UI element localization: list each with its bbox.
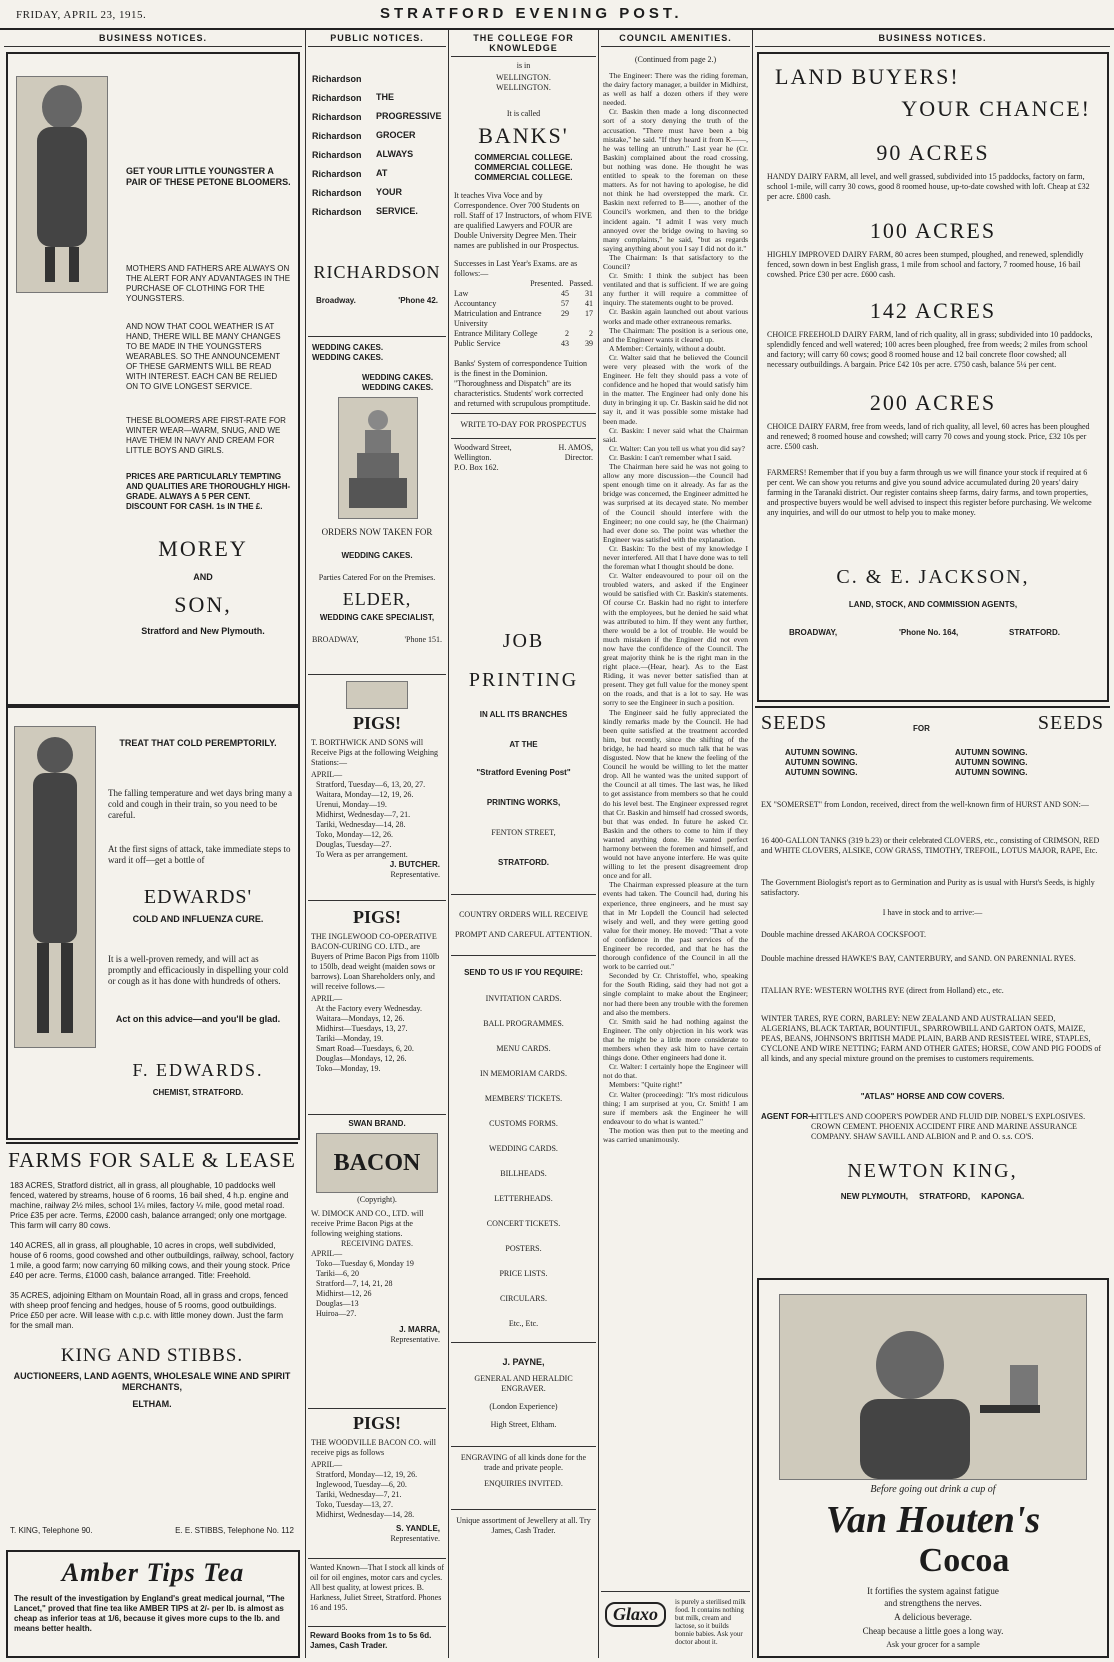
cocoa-line-1: It fortifies the system against fatigue: [867, 1586, 999, 1596]
pigs-row: Smart Road—Tuesdays, 6, 20.: [316, 1044, 414, 1053]
farm-listing-35: 35 ACRES, adjoining Eltham on Mountain Road, all in grass and crops, fenced with sheep proof fencing and hedges, house of 5 rooms, good outbuildings. Price £50 per acre. Will lease with c.p.c. with little money down. Just the farm for the small man.: [10, 1291, 288, 1330]
pigs-inglewood-ad: [308, 900, 446, 1111]
richardson-phone: 'Phone 42.: [398, 296, 438, 305]
swan-row: Toko—Tuesday 6, Monday 19: [316, 1259, 414, 1268]
pigs-month: APRIL—: [311, 770, 343, 779]
council-paragraph: The motion was then put to the meeting and was carried unanimously.: [603, 1125, 748, 1144]
swan-sign: J. MARRA,: [399, 1325, 440, 1334]
results-value: 39: [585, 339, 593, 348]
results-value: 43: [561, 339, 569, 348]
wedding-heading: WEDDING CAKES.: [362, 373, 434, 382]
seeds-p3: The Government Biologist's report as to Germination and Purity as is usual with Hurst's Seeds, is highly satisfactory.: [761, 878, 1095, 897]
pigs-borthwick-ad: [308, 674, 446, 893]
council-paragraph: The Chairman here said he was not going to allow any more discussion—the Council had spent enough time on it already. As far as the bridge was concerned, the Engineer admitted he was surprised at its decayed state. No member of the Council should interfere with the Engineer; no one could say, he (the Chairman) had ever done so. The point was whether the Engineer was satisfied with the explanation.: [603, 462, 748, 544]
acres-200-text: CHOICE DAIRY FARM, free from weeds, land of rich quality, all level, 60 acres has been ploughed and renewed; 8 roomed house and cowshed; will carry 70 cows and young stock. Price, £32 10s per acre. £500 cash.: [767, 422, 1090, 451]
autumn-sowing: AUTUMN SOWING.: [785, 768, 858, 777]
column-header: THE COLLEGE FOR KNOWLEDGE: [451, 30, 596, 57]
results-value: 2: [589, 329, 593, 338]
council-paragraph: The Chairman: Is that satisfactory to the Council?: [603, 252, 748, 271]
pigs-title: PIGS!: [352, 1413, 401, 1433]
column-rule: [448, 30, 449, 1658]
college-is-in: is in: [516, 61, 531, 70]
cocoa-line-4: Cheap because a little goes a long way.: [862, 1626, 1004, 1636]
column-header: BUSINESS NOTICES.: [755, 30, 1110, 47]
acres-100-text: HIGHLY IMPROVED DAIRY FARM, 80 acres been stumped, ploughed, and renewed, splendidly fenced, sown down in best English grass, 1 mile from school and factory, 7 roomed house, 16 bail cowshed. Price £30 per acre. £600 cash.: [767, 250, 1084, 279]
pigs-row: Waitara—Mondays, 12, 26.: [316, 1014, 405, 1023]
column-4: [601, 30, 750, 1660]
amber-tips-title: Amber Tips Tea: [61, 1558, 245, 1587]
acres-100: 100 ACRES: [869, 218, 997, 243]
job-item: INVITATION CARDS.: [485, 994, 562, 1003]
seeds-title: SEEDS: [761, 712, 828, 734]
council-paragraph: Cr. Walter (proceeding): "It's most ridiculous thing; I am surprised at you, Cr. Smith! I am sure if members ask the Engineer he will endeavour to do what is wanted.": [603, 1089, 748, 1126]
farms-tel-stibbs: E. E. STIBBS, Telephone No. 112: [175, 1526, 294, 1535]
swan-row: Tariki—6, 20: [316, 1269, 359, 1278]
elder-sub: WEDDING CAKE SPECIALIST,: [319, 613, 435, 622]
farms-firm: KING AND STIBBS.: [60, 1345, 244, 1366]
pigs-month: APRIL—: [311, 1460, 343, 1469]
pigs-row: Stratford, Tuesday—6, 13, 20, 27.: [316, 780, 426, 789]
job-title-2: PRINTING: [468, 669, 579, 691]
elder-orders-2: WEDDING CAKES.: [341, 551, 413, 560]
seeds-p4: I have in stock and to arrive:—: [882, 908, 983, 917]
amber-tips-ad: [6, 1550, 300, 1658]
elder-orders: ORDERS NOW TAKEN FOR: [321, 527, 433, 537]
glaxo-text: is purely a sterilised milk food. It contains nothing but milk, cream and lactose, so it builds bonnie babies. Ask your doctor about it.: [675, 1598, 746, 1646]
job-item: CUSTOMS FORMS.: [489, 1119, 558, 1128]
results-table: [451, 289, 596, 349]
seeds-p6: Double machine dressed HAWKE'S BAY, CANTERBURY, and SAND. ON PARENNIAL RYES.: [761, 954, 1076, 963]
council-paragraph: Cr. Baskin then made a long disconnected sort of a story denying the truth of the accusation. "There must have been a big mistake," he said. "If they heard it from K——, he was telling an untruth." Last year he (Cr. Baskin) complained about the road crossing, but nothing was done. He thought he was entitled to speak to the foreman on these matters. As for not having to apologise, he did not think he had overstepped the mark. Cr. Baskin next referred to B——, another of the Council's workmen, and then to the bridge incident again. "I admit I was very much annoyed over the bridge owing to having so many complaints," he said, "but as regards saying anything about you I say I did not do it.": [603, 107, 748, 253]
job-item: MENU CARDS.: [496, 1044, 551, 1053]
council-paragraph: Cr. Walter: I certainly hope the Engineer will not do that.: [603, 1062, 748, 1081]
cocoa-product: Cocoa: [918, 1542, 1010, 1579]
swan-text: W. DIMOCK AND CO., LTD. will receive Prime Bacon Pigs at the following weighing stations.: [311, 1209, 424, 1238]
pigs-row: Inglewood, Tuesday—6, 20.: [316, 1480, 407, 1489]
slogan-word: PROGRESSIVE: [376, 111, 442, 121]
morey-p3: THESE BLOOMERS ARE FIRST-RATE FOR WINTER WEAR—WARM, SNUG, AND WE HAVE THEM IN NAVY AND CREAM FOR LITTLE BOYS AND GIRLS.: [126, 416, 286, 455]
wedding-heading: WEDDING CAKES.: [312, 353, 384, 362]
pigs-text: THE WOODVILLE BACON CO. will receive pigs as follows: [311, 1438, 436, 1457]
pigs-row: Urenui, Monday—19.: [316, 800, 387, 809]
council-paragraph: Cr. Baskin: To the best of my knowledge I never interfered. All that I have done was to tell the foreman what I thought should be done.: [603, 543, 748, 572]
job-paper: "Stratford Evening Post": [476, 768, 571, 777]
newton-king-towns: NEW PLYMOUTH, STRATFORD, KAPONGA.: [840, 1192, 1025, 1201]
council-paragraph: The Chairman: The position is a serious one, and the Engineer wants it cleared up.: [603, 325, 748, 344]
college-p1: It teaches Viva Voce and by Correspondence. Over 700 Students on roll. Staff of 17 Instructors, of whom FIVE are qualified Lawyers and FOUR are Double University Degree Men. Their names are published in our Prospectus.: [454, 191, 592, 250]
results-subject: Public Service: [454, 339, 501, 348]
edwards-ad: [6, 706, 300, 1140]
seeds-agent: LITTLE'S AND COOPER'S POWDER AND FLUID DIP. NOBEL'S EXPLOSIVES. CROWN CEMENT. PHOENIX ACCIDENT FIRE AND MARINE ASSURANCE COMPANY. SHAW SAVILL AND ALBION and P. and O. s.s. CO'S.: [811, 1112, 1086, 1141]
enquiries-invited: ENQUIRIES INVITED.: [484, 1479, 563, 1488]
jackson-title-2: YOUR CHANCE!: [901, 96, 1091, 121]
job-town: STRATFORD.: [498, 858, 549, 867]
job-item: IN MEMORIAM CARDS.: [480, 1069, 567, 1078]
richardson-ad: [308, 52, 446, 322]
job-branches: IN ALL ITS BRANCHES: [479, 710, 568, 719]
jackson-firm: C. & E. JACKSON,: [836, 566, 1030, 588]
payne-exp: (London Experience): [489, 1402, 558, 1411]
pigs-row: Douglas—Mondays, 12, 26.: [316, 1054, 407, 1063]
jewellery-notice: Unique assortment of Jewellery at all. Try James, Cash Trader.: [456, 1516, 591, 1535]
seeds-p9: "ATLAS" HORSE AND COW COVERS.: [860, 1092, 1005, 1101]
job-works: PRINTING WORKS,: [486, 798, 561, 807]
edwards-p3: It is a well-proven remedy, and will act as promptly and efficaciously in dispelling your cold or cough as it has done with hundreds of others.: [108, 954, 289, 986]
elder-ad: [308, 336, 446, 667]
pigs-title: PIGS!: [352, 907, 401, 927]
results-value: 41: [585, 299, 593, 308]
morey-son: SON,: [174, 592, 232, 617]
richardson-repeat: Richardson: [312, 131, 362, 141]
acres-200: 200 ACRES: [869, 390, 997, 415]
pigs-row: Tariki, Wednesday—14, 28.: [316, 820, 406, 829]
swan-month: APRIL—: [311, 1249, 343, 1258]
pigs-text: T. BORTHWICK AND SONS will Receive Pigs at the following Weighing Stations:—: [311, 738, 438, 767]
van-houtens-cocoa-ad: [757, 1278, 1109, 1658]
results-value: 17: [585, 309, 593, 318]
farm-listing-140: 140 ACRES, all in grass, all ploughable, 10 acres in crops, well subdivided, house of 6 rooms, good cowshed and other outbuildings, railway, school, factory 1 mile, a good farm; now carrying 60 milking cows, and their young stock. Price £40 per acre. Terms, £1000 cash, balance arranged. Title: Freehold.: [10, 1241, 294, 1280]
masthead: [0, 0, 1114, 30]
richardson-repeat: Richardson: [312, 207, 362, 217]
college-town-2: WELLINGTON.: [496, 83, 551, 92]
payne-addr: High Street, Eltham.: [490, 1420, 557, 1429]
swan-copyright: (Copyright).: [357, 1195, 397, 1204]
column-3: [451, 30, 596, 1660]
council-paragraph: Cr. Smith: I think the subject has been ventilated and that is sufficient. If we are going any further it will require a committee of inquiry. The statements ought to be proved.: [603, 271, 748, 308]
column-rule: [752, 30, 753, 1658]
acres-90: 90 ACRES: [876, 140, 990, 165]
college-write: WRITE TO-DAY FOR PROSPECTUS: [460, 420, 587, 429]
job-item: BILLHEADS.: [500, 1169, 547, 1178]
college-director: H. AMOS,: [558, 443, 593, 452]
college-p2: Banks' System of correspondence Tuition is the finest in the Dominion. "Thoroughness and Dispatch" are its characteristics. Students' work corrected and returned with scrupulous promptitude.: [454, 359, 591, 408]
cocoa-line-5: Ask your grocer for a sample: [886, 1640, 980, 1649]
council-paragraph: Members: "Quite right!": [609, 1080, 683, 1090]
morey-p4: PRICES ARE PARTICULARLY TEMPTING AND QUALITIES ARE THOROUGHLY HIGH-GRADE. ALWAYS A 5 PER CENT. DISCOUNT FOR CASH. 1s IN THE £.: [126, 472, 291, 511]
richardson-name: RICHARDSON: [313, 262, 441, 282]
farms-tel-king: T. KING, Telephone 90.: [10, 1526, 93, 1535]
farms-ad: [6, 1142, 298, 1542]
council-paragraph: Cr. Baskin: I can't remember what I said.: [609, 452, 732, 462]
richardson-repeat: Richardson: [312, 74, 362, 84]
morey-name: MOREY: [158, 536, 248, 561]
slogan-word: AT: [376, 168, 388, 178]
college-line: COMMERCIAL COLLEGE.: [474, 153, 573, 162]
amber-tips-text: The result of the investigation by England's great medical journal, "The Lancet," proved that fine tea like AMBER TIPS at 2/- per lb. is almost as cheap as inferior teas at 1/6, because it gives more cups to the lb. and means better health.: [14, 1594, 285, 1633]
pigs-sign: S. YANDLE,: [395, 1524, 440, 1533]
jackson-title: LAND BUYERS!: [775, 64, 960, 89]
autumn-sowing: AUTUMN SOWING.: [955, 758, 1028, 767]
column-rule: [598, 30, 599, 1658]
results-row: [454, 309, 593, 329]
jackson-phone: 'Phone No. 164,: [899, 628, 959, 637]
bugler-illustration-icon: [14, 726, 96, 1048]
column-header: COUNCIL AMENITIES.: [601, 30, 750, 47]
pigs-row: Midhirst, Wednesday—7, 21.: [316, 810, 411, 819]
edwards-lead: TREAT THAT COLD PEREMPTORILY.: [119, 738, 277, 748]
seeds-p5: Double machine dressed AKAROA COCKSFOOT.: [761, 930, 926, 939]
jackson-ad: [757, 52, 1109, 702]
swan-dates: RECEIVING DATES.: [341, 1239, 413, 1248]
cocoa-line-3: A delicious beverage.: [894, 1612, 972, 1622]
seeds-p2: 16 400-GALLON TANKS (319 b.23) or their celebrated CLOVERS, etc., consisting of CRIMSON, RED and WHITE CLOVERS, ALSIKE, COW GRASS, TIMOTHY, TREFOIL, LOTUS MAJOR, RAPE, Etc.: [761, 836, 1100, 855]
column-2: [308, 30, 446, 1660]
edwards-product-sub: COLD AND INFLUENZA CURE.: [132, 914, 264, 924]
college-addr: Woodward Street,: [454, 443, 512, 452]
richardson-repeat: Richardson: [312, 150, 362, 160]
slogan-word: SERVICE.: [376, 206, 418, 216]
morey-p2: AND NOW THAT COOL WEATHER IS AT HAND, THERE WILL BE MANY CHANGES TO BE MADE IN THE YOUNGSTERS WEARABLES. SO THE ANNOUNCEMENT OF THESE GARMENTS WILL BE READ WITH INTEREST. EACH CAN BE RELIED ON TO GIVE LONGEST SERVICE.: [126, 322, 281, 391]
council-paragraph: Cr. Walter said that he believed the Council were very pleased with the work of the Engineer. He felt they should pass a vote of confidence and he hoped that would satisfy him in the matter. The Engineer had only done his duty in bringing it up. Cr. Baskin said he did not say it, and it was possible some mistake had been made.: [603, 352, 748, 426]
job-item: MEMBERS' TICKETS.: [484, 1094, 563, 1103]
slogan-word: ALWAYS: [376, 149, 414, 159]
pigs-row: Tariki, Wednesday—7, 21.: [316, 1490, 402, 1499]
pigs-row: Midhirst, Wednesday—14, 28.: [316, 1510, 415, 1519]
job-item: PRICE LISTS.: [499, 1269, 548, 1278]
job-country: COUNTRY ORDERS WILL RECEIVE PROMPT AND CAREFUL ATTENTION.: [455, 910, 592, 939]
column-header: BUSINESS NOTICES.: [4, 30, 302, 47]
council-paragraph: The Chairman expressed pleasure at the turn events had taken. The Council had, during his experience, three engineers, and he must say that in Mr Lopdell the Council had selected wisely and well, and they were getting good value for their money. He moved: "That a vote of confidence in the past services of the Engineer be recorded, and that he has the thorough confidence of the Council in all the work to be carried out.": [603, 880, 748, 972]
seeds-for: FOR: [913, 724, 930, 733]
seeds-p1: EX "SOMERSET" from London, received, direct from the well-known firm of HURST AND SON:—: [761, 800, 1089, 809]
college-town: WELLINGTON.: [496, 73, 551, 82]
results-row: [454, 339, 593, 349]
slogan-word: YOUR: [376, 187, 403, 197]
edwards-sub: CHEMIST, STRATFORD.: [152, 1088, 244, 1097]
job-item: CIRCULARS.: [500, 1294, 547, 1303]
results-row: [454, 329, 593, 339]
seeds-p8: WINTER TARES, RYE CORN, BARLEY: NEW ZEALAND AND AUSTRALIAN SEED, ALGERIANS, BLACK TARTAR, BOUNTIFUL, SPARROWBILL AND GARTON OATS, MAIZE, PEAS, BEANS, JOHNSON'S BRITISH MADE PLAIN, BARB AND RESISTEEL WIRE, STAPLES, CYCLONE AND WIRE NETTING; FARM AND OTHER GATES; HORSE, COW AND PIG FOODS of all kinds, and any special mixture ground on the premises to customers requirements.: [761, 1014, 1102, 1063]
morey-and: AND: [193, 572, 213, 582]
pigs-row: Toko, Monday—12, 26.: [316, 830, 393, 839]
bacon-pig-icon: BACON: [316, 1133, 438, 1193]
morey-place: Stratford and New Plymouth.: [141, 626, 265, 636]
richardson-repeat: Richardson: [312, 169, 362, 179]
issue-date: FRIDAY, APRIL 23, 1915.: [16, 9, 147, 21]
seeds-p7: ITALIAN RYE: WESTERN WOLTHS RYE (direct from Holland) etc., etc.: [761, 986, 1004, 995]
edwards-p1: The falling temperature and wet days bring many a cold and cough in their train, so you need to be careful.: [108, 788, 292, 820]
pigs-month: APRIL—: [311, 994, 343, 1003]
pigs-row: Stratford, Monday—12, 19, 26.: [316, 1470, 418, 1479]
column-header: PUBLIC NOTICES.: [308, 30, 446, 47]
college-director-role: Director.: [564, 453, 593, 462]
council-paragraph: Cr. Smith said he had nothing against the Engineer. The only objection in his work was that he might be a little more considerate to members when they ask him to have certain things done. Other engineers had done it.: [603, 1016, 748, 1063]
autumn-sowing: AUTUMN SOWING.: [785, 758, 858, 767]
swan-row: Douglas—13: [316, 1299, 359, 1308]
results-col-presented: Presented.: [530, 279, 564, 288]
engraving-notice: ENGRAVING of all kinds done for the trade and private people.: [460, 1453, 587, 1472]
swan-brand-ad: [308, 1114, 446, 1405]
elder-name: ELDER,: [342, 589, 412, 609]
results-subject: Matriculation and Entrance University: [454, 309, 542, 328]
pigs-sign-role: Representative.: [390, 1534, 440, 1543]
college-addr: P.O. Box 162.: [454, 463, 499, 472]
newton-king: NEWTON KING,: [847, 1160, 1018, 1182]
cocoa-line-2: and strengthens the nerves.: [884, 1598, 982, 1608]
job-send: SEND TO US IF YOU REQUIRE:: [464, 968, 583, 977]
elder-addr: BROADWAY,: [312, 635, 359, 644]
council-continued: (Continued from page 2.): [634, 55, 717, 64]
jackson-sub: LAND, STOCK, AND COMMISSION AGENTS,: [848, 600, 1018, 609]
gentleman-drinking-icon: [779, 1294, 1087, 1480]
job-item: CONCERT TICKETS.: [486, 1219, 561, 1228]
pigs-sign-role: Representative.: [390, 870, 440, 879]
job-street: FENTON STREET,: [491, 828, 556, 837]
slogan-word: THE: [376, 92, 394, 102]
job-item: LETTERHEADS.: [494, 1194, 553, 1203]
job-item: Etc., Etc.: [508, 1319, 539, 1328]
pigs-row: Midhirst—Tuesdays, 13, 27.: [316, 1024, 408, 1033]
acres-142: 142 ACRES: [869, 298, 997, 323]
edwards-p4: Act on this advice—and you'll be glad.: [115, 1014, 281, 1024]
richardson-repeat: Richardson: [312, 188, 362, 198]
farms-firm-sub: AUCTIONEERS, LAND AGENTS, WHOLESALE WINE AND SPIRIT MERCHANTS,: [13, 1371, 291, 1392]
pigs-title: PIGS!: [352, 713, 401, 733]
job-at-the: AT THE: [509, 740, 538, 749]
council-paragraph: Seconded by Cr. Christoffel, who, speaking for the South Riding, said they had not got a single complaint to make about the Engineer; nor had there been any trouble with the foremen and also the members.: [603, 971, 748, 1017]
edwards-p2: At the first signs of attack, take immediate steps to ward it off—get a bottle of: [108, 844, 291, 865]
elder-parties: Parties Catered For on the Premises.: [318, 573, 436, 582]
autumn-sowing: AUTUMN SOWING.: [785, 748, 858, 757]
council-paragraph: Cr. Baskin again launched out about various works and made other extraneous remarks.: [603, 307, 748, 326]
seeds-ad: [755, 706, 1110, 1268]
job-item: WEDDING CARDS.: [489, 1144, 558, 1153]
college-line: COMMERCIAL COLLEGE.: [474, 173, 573, 182]
results-subject: Accountancy: [454, 299, 497, 308]
jackson-farmers: FARMERS! Remember that if you buy a farm through us we will finance your stock if required at 6 per cent. We can show you returns and give you sound advice accumulated during 20 years' dairy farming in the Taranaki district. Our register contains sheep farms, dairy farms, and town properties, and prospective buyers would be well advised to inspect this register before purchasing. We welcome any inquiries, and will do our utmost to help you to make money.: [767, 468, 1092, 517]
job-items-list: [451, 994, 596, 1328]
edwards-product: EDWARDS': [143, 886, 253, 908]
results-row: [454, 299, 593, 309]
elder-phone: 'Phone 151.: [404, 635, 442, 644]
job-item: BALL PROGRAMMES.: [483, 1019, 564, 1028]
results-col-passed: Passed.: [569, 279, 593, 288]
reward-books-notice: Reward Books from 1s to 5s 6d. James, Cash Trader.: [308, 1626, 446, 1655]
job-item: POSTERS.: [505, 1244, 542, 1253]
acres-90-text: HANDY DAIRY FARM, all level, and well grassed, subdivided into 15 paddocks, factory on farm, school 1-mile, will carry 30 cows, good 8 roomed house, up-to-date cowshed with loft. Cheap at £32 per acre. £800 cash.: [767, 172, 1090, 201]
college-addr: Wellington.: [454, 453, 492, 462]
pigs-row: To Wera as per arrangement.: [316, 850, 408, 859]
cocoa-before: Before going out drink a cup of: [870, 1484, 996, 1495]
wedding-heading: WEDDING CAKES.: [362, 383, 434, 392]
autumn-sowing: AUTUMN SOWING.: [955, 748, 1028, 757]
seeds-title-2: SEEDS: [1037, 712, 1104, 734]
pigs-text: THE INGLEWOOD CO-OPERATIVE BACON-CURING CO. LTD., are Buyers of Prime Bacon Pigs from 110lb to 150lb, dead weight (maiden sows or barrows). Loan Shareholders only, and will receive follows.—: [311, 932, 440, 991]
cocoa-brand: Van Houten's: [825, 1499, 1041, 1541]
council-paragraph: A Member: Certainly, without a doubt.: [609, 343, 726, 353]
council-paragraph: Cr. Baskin: I never said what the Chairman said.: [603, 425, 748, 444]
results-value: 2: [565, 329, 569, 338]
council-report: [603, 71, 748, 1144]
swan-row: Stratford—7, 14, 21, 28: [316, 1279, 393, 1288]
pigs-row: Toko, Tuesday—13, 27.: [316, 1500, 394, 1509]
swan-sign-role: Representative.: [390, 1335, 440, 1344]
morey-lead: GET YOUR LITTLE YOUNGSTER A PAIR OF THESE PETONE BLOOMERS.: [126, 166, 291, 187]
column-rule: [305, 30, 306, 1658]
glaxo-logo: Glaxo: [605, 1602, 666, 1627]
swan-row: Huiroa—27.: [316, 1309, 357, 1318]
wedding-cake-icon: [338, 397, 418, 519]
richardson-repeat: Richardson: [312, 93, 362, 103]
job-printing-ad: [451, 630, 596, 1536]
farms-title: FARMS FOR SALE & LEASE: [8, 1148, 296, 1172]
richardson-repeat: Richardson: [312, 112, 362, 122]
results-value: 57: [561, 299, 569, 308]
autumn-sowing: AUTUMN SOWING.: [955, 768, 1028, 777]
column-5: [755, 30, 1110, 1660]
job-title: JOB: [502, 630, 545, 652]
council-paragraph: The Engineer said he fully appreciated the kindly remarks made by the Council. He had been quite satisfied at the treatment accorded him, but recently, since the shifting of the bridge, he had heard so much talk that he was disgusted. Now that he knew the feeling of the Council he would be willing to let the matter drop. All he wanted was the united support of the Council at all times. The last was, he liked to get assistance from members so that he could do his level best. The Engineer expressed regret that Cr. Baskin and himself had crossed swords, but that was ended. In future he asked Cr. Baskin and the others to come to him if they wanted anything done. He wanted perfect harmony between the foremen and himself, and would not have anyone interfere. He was quite willing to let the present disagreement drop once and for all.: [603, 707, 748, 881]
pigs-row: Tariki—Monday, 19.: [316, 1034, 384, 1043]
seeds-agent-label: AGENT FOR—: [761, 1112, 817, 1121]
pigs-sign: J. BUTCHER.: [389, 860, 440, 869]
pigs-row: Douglas, Tuesday—27.: [316, 840, 392, 849]
farm-listing-183: 183 ACRES, Stratford district, all in grass, all ploughable, 10 paddocks well fenced, watered by streams, house of 6 rooms, 16 bail shed, 4 h.p. engine and machine, railway 2½ miles, school 1¼ miles, factory ¼ mile, good metal road. Price £35 per acre. Terms, £2000 cash, balance arranged; only one mortgage. This farm will carry 80 cows.: [10, 1181, 289, 1230]
column-1: [4, 30, 302, 1660]
jackson-addr: BROADWAY,: [789, 628, 838, 637]
results-value: 45: [561, 289, 569, 298]
glaxo-ad: [601, 1591, 750, 1650]
pigs-row: Toko—Monday, 19.: [316, 1064, 381, 1073]
swan-row: Midhirst—12, 26: [316, 1289, 372, 1298]
pigs-row: Waitara, Monday—12, 19, 26.: [316, 790, 414, 799]
results-subject: Entrance Military College: [454, 329, 538, 338]
college-results-head: Successes in Last Year's Exams. are as follows:—: [454, 259, 578, 278]
results-value: 29: [561, 309, 569, 318]
farms-town: ELTHAM.: [132, 1399, 172, 1409]
pigs-lead: At the Factory every Wednesday.: [316, 1004, 422, 1013]
pigs-woodville-ad: [308, 1408, 446, 1553]
swan-title: SWAN BRAND.: [348, 1119, 406, 1128]
payne-name: J. PAYNE,: [502, 1357, 545, 1367]
results-value: 31: [585, 289, 593, 298]
edwards-name: F. EDWARDS.: [132, 1060, 264, 1080]
council-paragraph: Cr. Walter endeavoured to pour oil on the troubled waters, and asked if the Engineer would be satisfied with Cr. Baskin's statements. Of course Cr. Baskin had no right to interfere with the employees, but he denied he said what was attributed to him. If they went any further, there would be a lot of trouble. He would be much mistaken if the Engineer did not even now have the confidence of the Council. The great majority think he is the right man in the right place.—(Hear, hear). As to the East Riding, it was never better satisfied than at present. They get full value for the money spent on the roads, and that is a lot to say. He was sorry to see the Engineer in such a position.: [603, 571, 748, 708]
paper-title: STRATFORD EVENING POST.: [380, 5, 683, 22]
wedding-heading: WEDDING CAKES.: [312, 343, 384, 352]
college-line: COMMERCIAL COLLEGE.: [474, 163, 573, 172]
morey-ad: [6, 52, 300, 706]
council-paragraph: Cr. Walter: Can you tell us what you did say?: [609, 443, 745, 453]
pig-icon: [346, 681, 408, 709]
slogan-word: GROCER: [376, 130, 416, 140]
council-paragraph: The Engineer: There was the riding foreman, the dairy factory manager, a builder in Midhirst, as well as half a dozen others if they were needed.: [603, 71, 748, 108]
college-name: BANKS': [478, 123, 569, 148]
payne-sub: GENERAL AND HERALDIC ENGRAVER.: [474, 1374, 573, 1393]
richardson-addr: Broadway.: [316, 296, 356, 305]
acres-142-text: CHOICE FREEHOLD DAIRY FARM, land of rich quality, all in grass; subdivided into 10 paddocks, splendidly fenced and well watered; 100 acres been ploughed, free from weeds; 2 miles from school and factory; will carry 60 cows; good 8 roomed house and 12 bail concrete floor cowshed; all necessary outbuildings. A bargain. Price £42 10s per acre. £750 cash, balance 5¼ per cent.: [767, 330, 1093, 369]
results-row: [454, 289, 593, 299]
results-subject: Law: [454, 289, 469, 298]
jackson-town: STRATFORD.: [1009, 628, 1060, 637]
child-illustration-icon: [16, 76, 108, 293]
morey-p1: MOTHERS AND FATHERS ARE ALWAYS ON THE ALERT FOR ANY ADVANTAGES IN THE PURCHASE OF CLOTHING FOR THE YOUNGSTERS.: [126, 264, 291, 303]
wanted-known-notice: Wanted Known—That I stock all kinds of oil for oil engines, motor cars and cycles. All best quality, at lowest prices. B. Harkness, Juliet Street, Stratford. Phones 16 and 195.: [308, 1558, 446, 1617]
college-called: It is called: [506, 109, 541, 118]
